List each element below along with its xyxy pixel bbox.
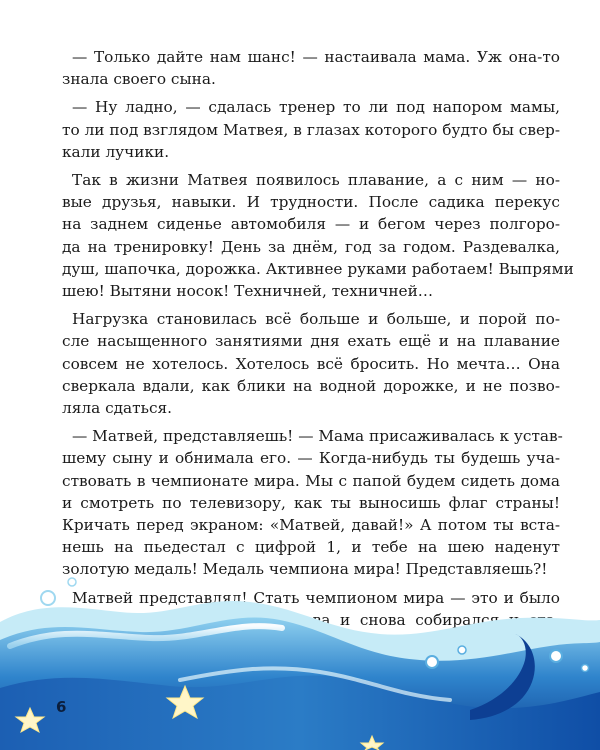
text-line: душ, шапочка, дорожка. Активнее руками работаем! Выпрями xyxy=(62,259,574,278)
text-line: Нагрузка становилась всё больше и больше, и порой по- xyxy=(72,310,560,329)
text-line: на заднем сиденье автомобиля — и бегом через полгоро- xyxy=(62,215,560,234)
text-line: совсем не хотелось. Хотелось всё бросить. Но мечта… Она xyxy=(62,354,560,373)
text-line: ствовать в чемпионате мира. Мы с папой будем сидеть дома xyxy=(62,471,560,490)
text-line: — Матвей, представляешь! — Мама присаживалась к устав- xyxy=(72,427,563,446)
text-line: — Только дайте нам шанс! — настаивала мама. Уж она-то xyxy=(72,48,560,66)
text-line: кали лучики. xyxy=(62,142,170,161)
text-line: шему сыну и обнимала его. — Когда-нибудь ты будешь уча- xyxy=(62,449,560,468)
text-line: шею! Вытяни носок! Техничней, техничней… xyxy=(62,282,434,301)
text-line: и смотреть по телевизору, как ты выносишь флаг страны! xyxy=(62,493,560,512)
text-line: то ли под взглядом Матвея, в глазах которого будто бы свер- xyxy=(62,120,560,139)
text-line: ляла сдаться. xyxy=(62,399,173,418)
paragraph xyxy=(62,96,560,163)
wave-illustration xyxy=(0,560,600,750)
page-number: 6 xyxy=(56,698,67,716)
text-line: — Ну ладно, — сдалась тренер то ли под напором мамы, xyxy=(72,98,560,117)
paragraph xyxy=(62,169,574,302)
text-line: Так в жизни Матвея появилось плавание, а с ним — но- xyxy=(72,171,560,190)
text-line: Кричать перед экраном: «Матвей, давай!» А потом ты вста- xyxy=(62,516,560,535)
text-line: вые друзья, навыки. И трудности. После садика перекус xyxy=(62,193,560,212)
text-line: да на тренировку! День за днём, год за годом. Раздевалка, xyxy=(62,237,560,256)
text-line: нешь на пьедестал с цифрой 1, и тебе на шею наденут xyxy=(62,538,560,557)
paragraph xyxy=(62,46,560,90)
paragraph xyxy=(62,425,563,580)
text-line: знала своего сына. xyxy=(62,70,216,89)
text-line: Матвей представлял! Стать чемпионом мира — это и было xyxy=(72,588,560,607)
text-line: сверкала вдали, как блики на водной дорожке, и не позво- xyxy=(62,376,560,395)
paragraph xyxy=(62,308,560,419)
text-line: золотую медаль! Медаль чемпиона мира! Представляешь?! xyxy=(62,560,548,579)
text-line: сле насыщенного занятиями дня ехать ещё и на плавание xyxy=(62,332,560,351)
